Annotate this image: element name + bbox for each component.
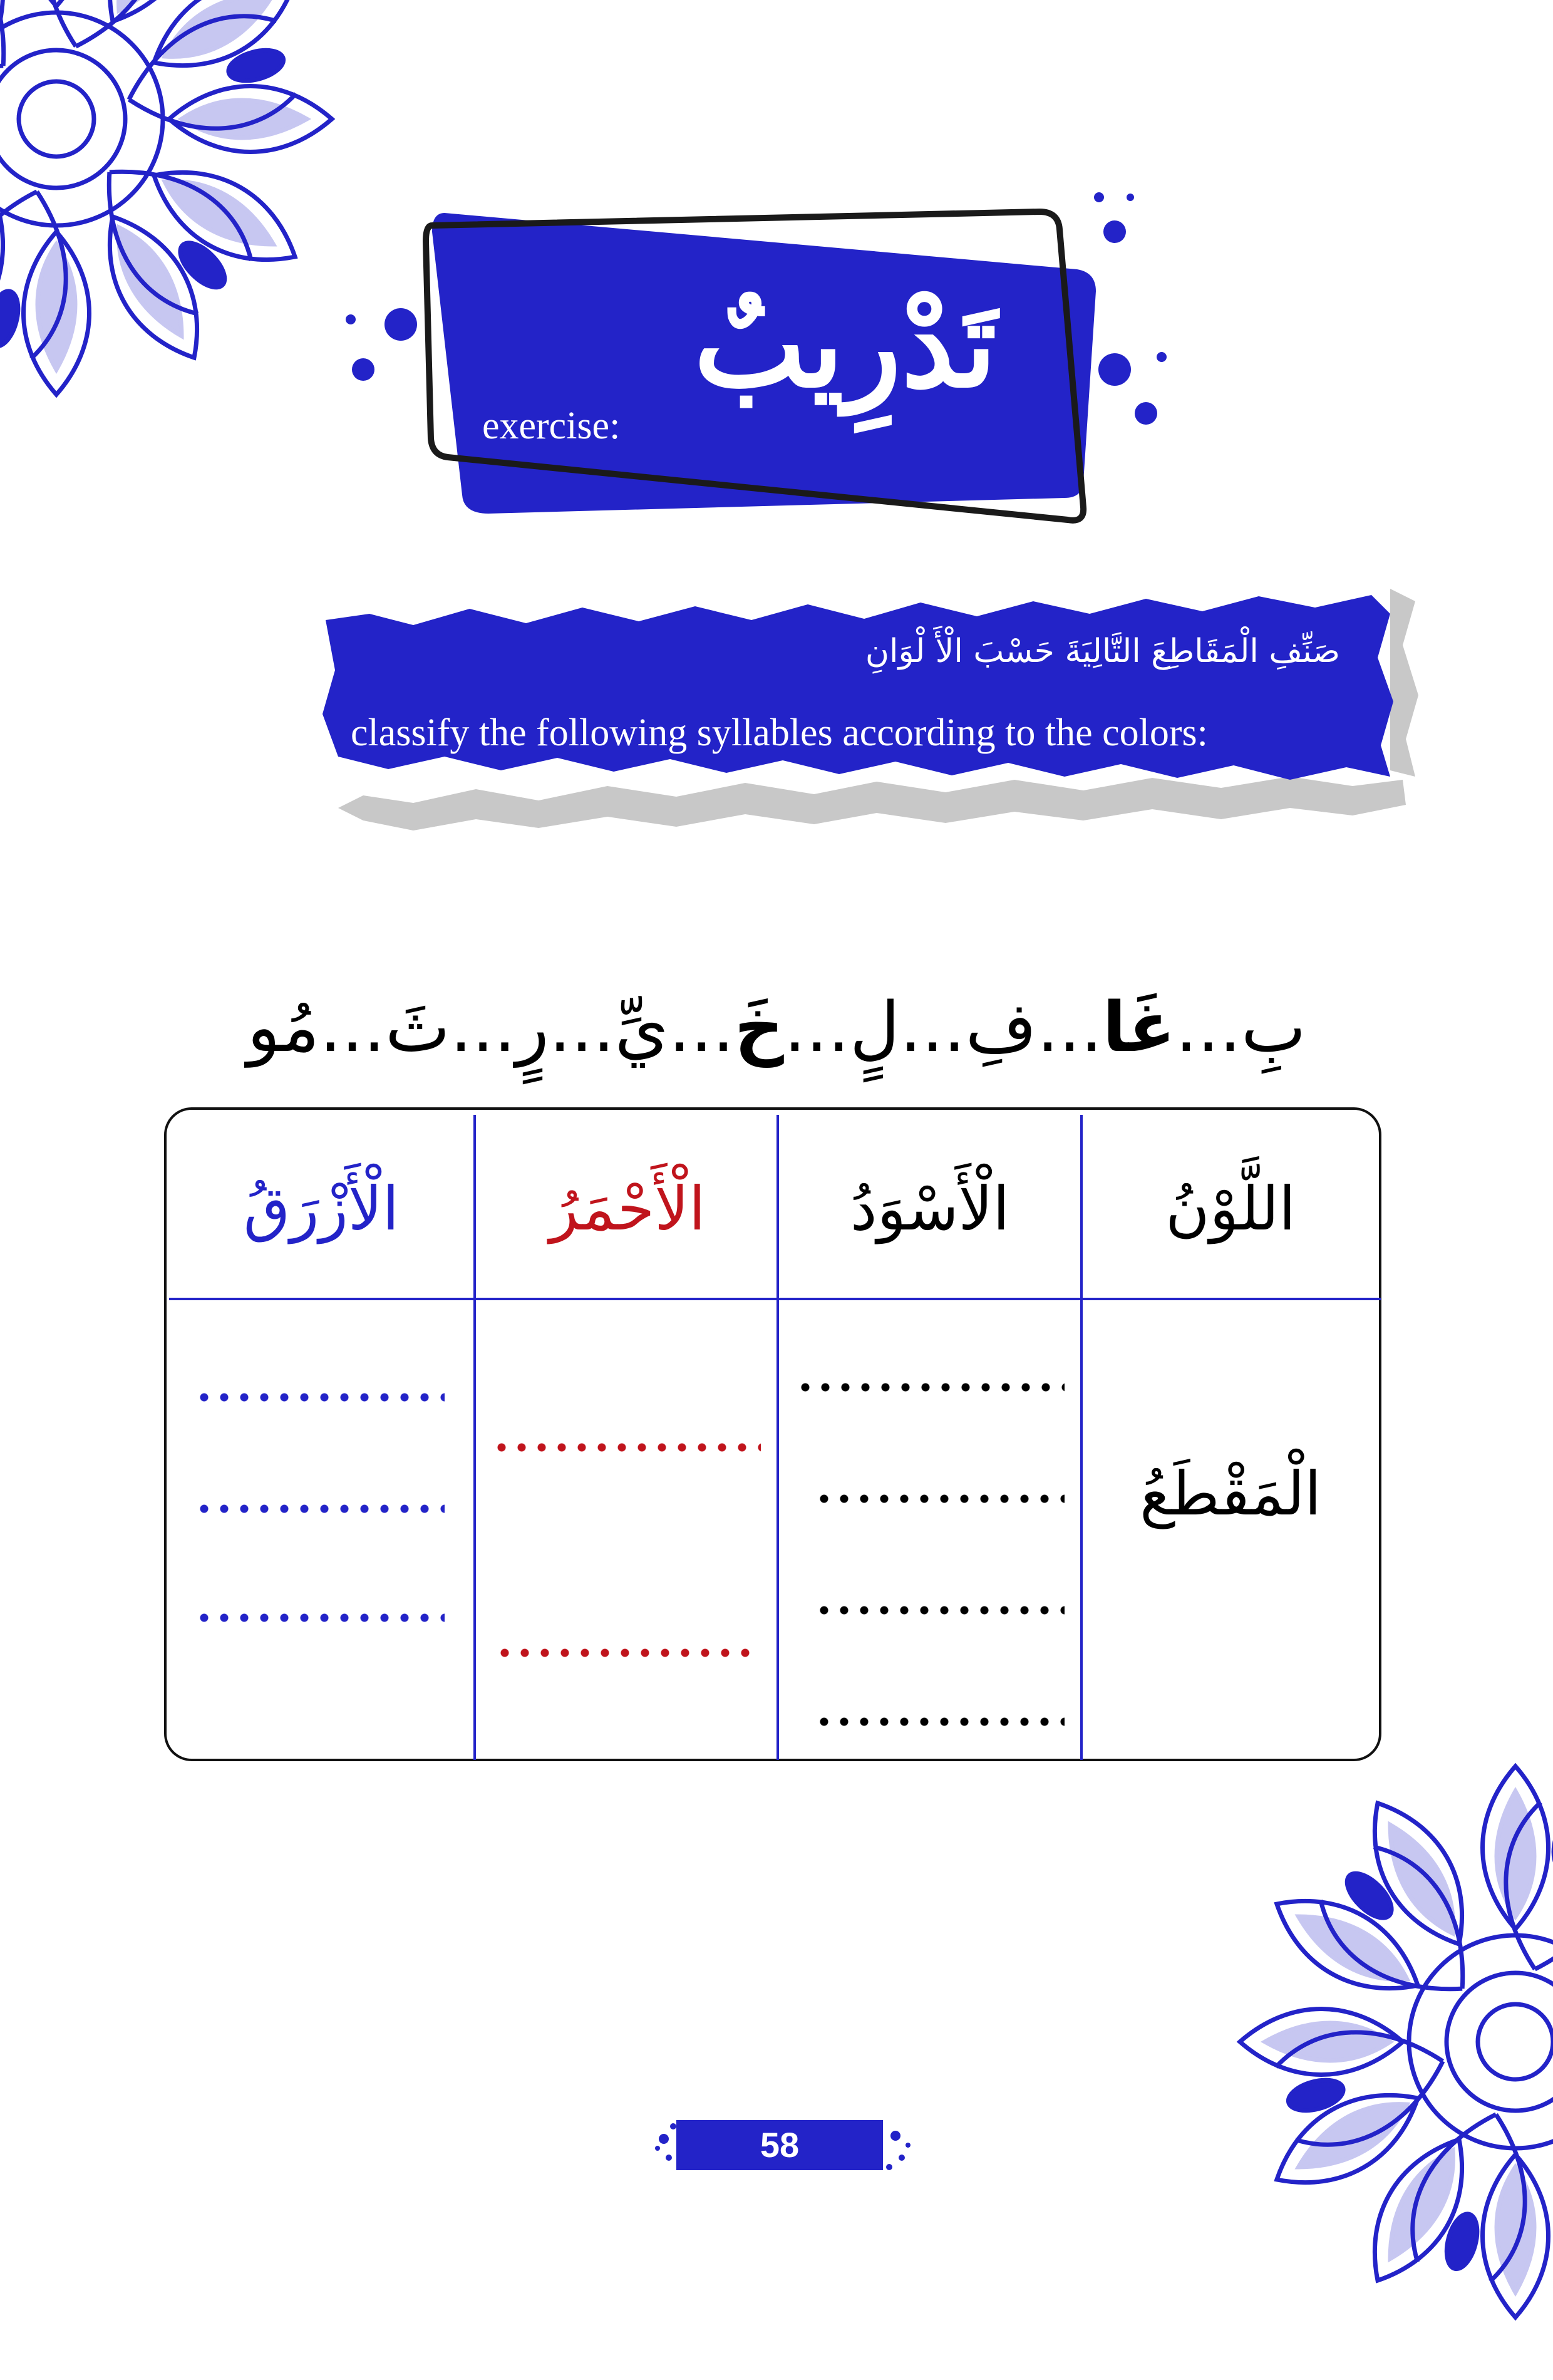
syllable-separator: ... — [899, 987, 966, 1067]
syllable-separator: ... — [319, 987, 386, 1067]
title-english: exercise: — [482, 405, 621, 447]
header-black: الْأَسْوَدُ — [850, 1174, 1010, 1244]
table-column-divider — [1080, 1115, 1083, 1760]
table-row-divider — [169, 1298, 1381, 1300]
syllable-separator: ... — [783, 987, 850, 1067]
mandala-decoration-top-left-icon — [0, 0, 357, 482]
answer-blank-black[interactable] — [795, 1382, 1065, 1393]
answer-blank-black[interactable] — [814, 1493, 1065, 1504]
header-blue: الْأَزْرَقُ — [243, 1174, 400, 1244]
syllable-separator: ... — [668, 987, 735, 1067]
syllable: خَ — [734, 987, 784, 1067]
syllable: مُو — [247, 987, 320, 1067]
syllable-separator: ... — [549, 987, 615, 1067]
syllable: بِ — [1241, 987, 1306, 1067]
answer-blank-blue[interactable] — [194, 1392, 445, 1403]
answer-blank-blue[interactable] — [194, 1503, 445, 1514]
syllable: ثَ — [385, 987, 450, 1067]
syllable-separator: ... — [1175, 987, 1241, 1067]
header-red: الْأَحْمَرُ — [549, 1174, 706, 1244]
title-arabic: تَدْرِيبٌ — [694, 274, 997, 414]
syllable: يِّ — [614, 987, 669, 1067]
syllable: رٍ — [515, 987, 549, 1067]
instruction-arabic: صَنِّفِ الْمَقَاطِعَ التَّالِيَةَ حَسْبَ الْأَ لْوَانِ — [865, 633, 1340, 670]
answer-blank-black[interactable] — [814, 1716, 1065, 1727]
page-number: 58 — [760, 2125, 800, 2165]
answer-blank-red[interactable] — [492, 1442, 761, 1453]
row-label-syllable: الْمَقْطَعُ — [1140, 1459, 1321, 1529]
answer-blank-red[interactable] — [495, 1647, 758, 1658]
answer-blank-black[interactable] — [814, 1605, 1065, 1616]
syllable: غَا — [1102, 987, 1176, 1067]
syllable: لٍ — [849, 987, 900, 1067]
header-color: اللَّوْنُ — [1165, 1174, 1296, 1244]
mandala-decoration-bottom-right-icon — [1190, 1691, 1553, 2380]
syllable: فِ — [965, 987, 1037, 1067]
syllable-separator: ... — [450, 987, 516, 1067]
syllables-row — [225, 965, 1328, 1090]
answer-blank-blue[interactable] — [194, 1612, 445, 1623]
syllable-separator: ... — [1036, 987, 1103, 1067]
instruction-english: classify the following syllables according to the colors: — [351, 711, 1208, 754]
